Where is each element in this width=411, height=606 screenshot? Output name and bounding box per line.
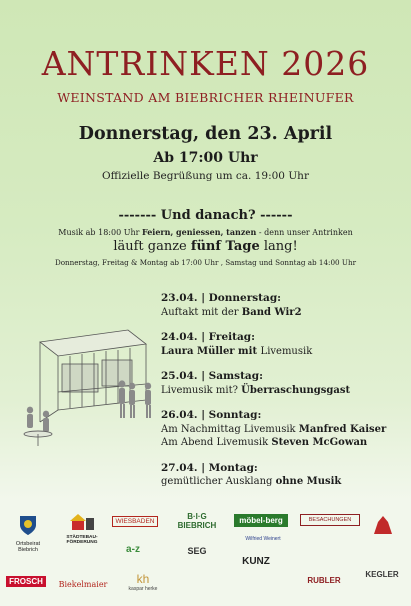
program-line (161, 306, 406, 320)
kunz-text: KUNZ (242, 556, 270, 567)
program-line-highlight: Manfred Kaiser (298, 423, 387, 435)
rubler-logo (304, 576, 344, 585)
program-line-highlight: Livemusik (260, 345, 313, 357)
program-date: 25.04. | Samstag: (161, 370, 263, 382)
program-line (161, 475, 406, 489)
wilfried-logo (234, 536, 292, 542)
kegler-text: KEGLER (365, 570, 399, 579)
program-date: 27.04. | Montag: (161, 461, 258, 474)
sponsor-logos (0, 506, 411, 606)
kegler-logo (360, 570, 404, 579)
opening-greeting: Offizielle Begrüßung um ca. 19:00 Uhr (102, 170, 309, 182)
program-line-text: Livemusik mit? (161, 384, 242, 396)
besachungen-text: BESACHUNGEN (300, 514, 360, 526)
moebel-berg-logo (234, 514, 288, 527)
program-line-highlight: ohne Musik (275, 476, 342, 487)
program-list (161, 292, 406, 501)
program-line-text: gemütlicher Ausklang (161, 476, 276, 487)
frosch-text: FROSCH (6, 576, 46, 587)
wine-stand-illustration (10, 322, 160, 452)
program-line-text: Am Abend Livemusik (161, 437, 272, 448)
wilfried-text: Wilfried Weinert (245, 536, 281, 542)
staedtebau-logo (60, 512, 104, 545)
frosch-logo (6, 576, 46, 587)
seg-logo (182, 546, 212, 556)
program-date: 23.04. | Donnerstag: (161, 292, 282, 304)
program-line-text: Am Nachmittag Livemusik (161, 423, 299, 435)
program-line-text: Laura Müller mit (161, 345, 261, 357)
days-line-b: fünf Tage (190, 239, 260, 254)
arz-logo (112, 544, 154, 555)
program-line (161, 423, 406, 437)
seg-text: SEG (187, 546, 207, 556)
ortsbeirat-logo (10, 514, 46, 553)
biekelmaier-logo (56, 580, 110, 589)
biekelmaier-text: Biekelmaier (58, 580, 108, 589)
wiesbaden-logo (112, 516, 158, 527)
music-line-c: - denn unser Antrinken (256, 228, 353, 237)
lion-crest-logo (366, 512, 400, 543)
lion-icon (370, 512, 396, 538)
kh-mark: kh (136, 572, 150, 586)
kunz-logo (236, 556, 276, 567)
program-date: 26.04. | Sonntag: (161, 409, 262, 421)
program-line (161, 384, 406, 398)
afterwards-heading: ------- Und danach? ------ (118, 208, 293, 223)
program-line-highlight: Überraschungsgast (241, 384, 351, 396)
ortsbeirat-text: Ortsbeirat Biebrich (15, 541, 41, 553)
arz-text: a-z (126, 544, 140, 555)
kh-logo (120, 572, 166, 592)
five-days-line (0, 239, 411, 254)
opening-date: Donnerstag, den 23. April (78, 124, 333, 144)
event-title: ANTRINKEN 2026 (41, 44, 370, 83)
program-item (161, 409, 406, 450)
program-date: 24.04. | Freitag: (161, 331, 256, 343)
music-line-a: Musik ab 18:00 Uhr (58, 228, 142, 237)
rubler-text: RUBLER (307, 576, 341, 585)
program-line (161, 345, 406, 359)
coat-of-arms-icon (17, 514, 39, 536)
program-line-highlight: Band Wir2 (241, 306, 302, 318)
program-line-highlight: Steven McGowan (271, 437, 368, 448)
event-subtitle: WEINSTAND AM BIEBRICHER RHEINUFER (57, 90, 354, 105)
house-icon (68, 512, 96, 530)
program-item (161, 462, 406, 489)
opening-hours: Donnerstag, Freitag & Montag ab 17:00 Uhr , Samstag und Sonntag ab 14:00 Uhr (54, 258, 357, 267)
program-line-text: Auftakt mit der (161, 306, 242, 318)
program-item (161, 331, 406, 358)
program-item (161, 370, 406, 397)
besachungen-logo (300, 514, 360, 526)
program-line (161, 436, 406, 450)
big-text: B·I·G BIEBRICH (177, 512, 217, 530)
wiesbaden-text: WIESBADEN (112, 516, 158, 527)
moebel-berg-text: möbel-berg (234, 514, 288, 527)
big-logo (172, 512, 222, 530)
days-line-a: läuft ganze (113, 239, 191, 254)
music-line (0, 227, 411, 237)
staedtebau-text: STÄDTEBAU-FÖRDERUNG (66, 535, 98, 545)
program-item (161, 292, 406, 319)
kh-text: kaspar herke (128, 586, 158, 592)
music-line-b: Feiern, geniessen, tanzen (141, 227, 257, 237)
days-line-c: lang! (259, 239, 298, 254)
opening-time: Ab 17:00 Uhr (153, 150, 258, 166)
